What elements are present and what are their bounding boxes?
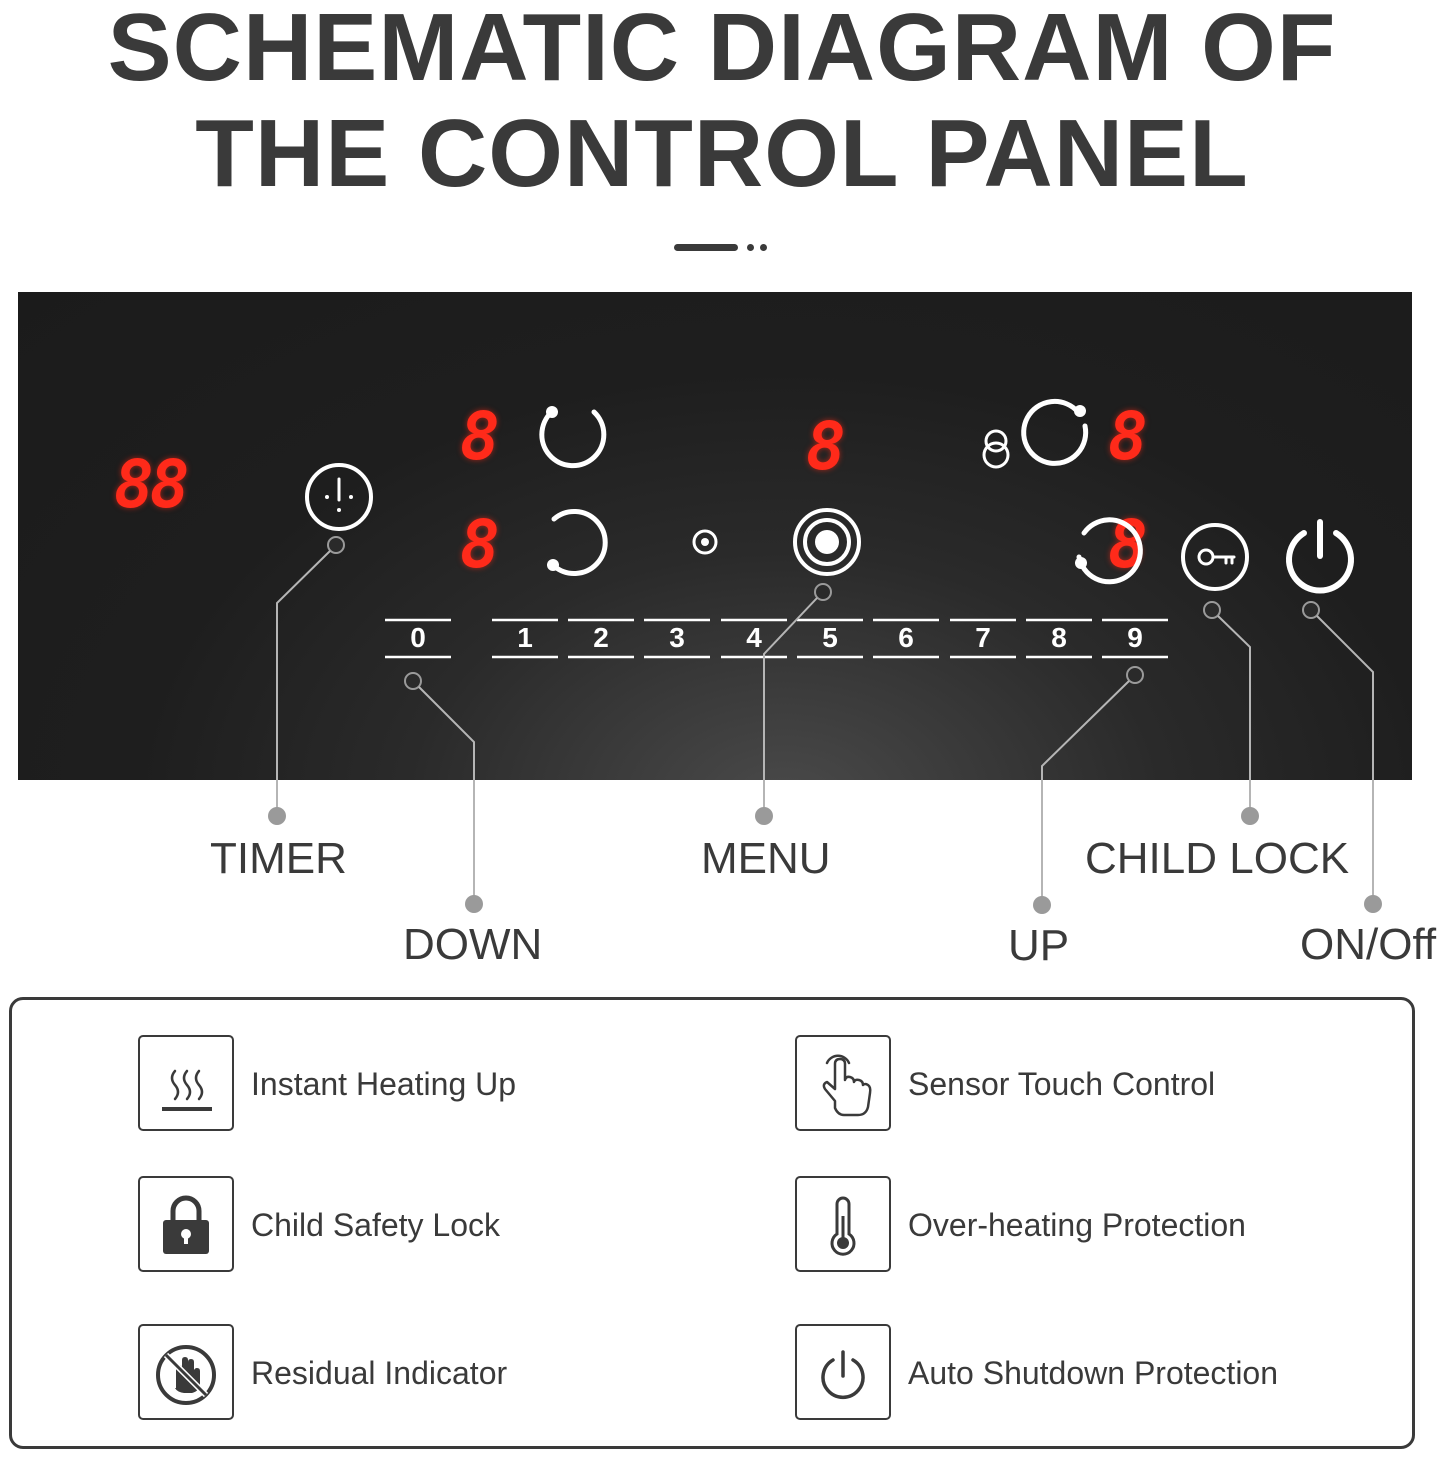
down-label: DOWN bbox=[403, 920, 543, 969]
slider-digit-3[interactable]: 3 bbox=[669, 622, 685, 653]
slider-digit-4[interactable]: 4 bbox=[746, 622, 762, 653]
slider-digit-0[interactable]: 0 bbox=[410, 622, 426, 653]
feature-instant-heating: Instant Heating Up bbox=[251, 1066, 517, 1102]
indicator-dot-icon bbox=[694, 531, 716, 553]
menu-label: MENU bbox=[701, 834, 831, 883]
zone-display-middle: 8 bbox=[806, 408, 846, 485]
feature-residual-indicator: Residual Indicator bbox=[251, 1355, 508, 1391]
power-icon bbox=[795, 1324, 891, 1420]
power-button[interactable] bbox=[1289, 522, 1351, 591]
touch-hand-icon bbox=[795, 1035, 891, 1131]
padlock-icon bbox=[138, 1176, 234, 1272]
zone-display-bottom-right: 8 bbox=[1108, 506, 1148, 583]
timer-label: TIMER bbox=[210, 834, 347, 883]
timer-display: 88 bbox=[114, 446, 186, 523]
zone-ring-bottom-right[interactable] bbox=[1075, 520, 1140, 582]
child-lock-button[interactable] bbox=[1183, 525, 1247, 589]
slider-digit-2[interactable]: 2 bbox=[593, 622, 609, 653]
zone-display-bottom-left: 8 bbox=[460, 506, 500, 583]
zone-display-top-left: 8 bbox=[460, 398, 500, 475]
thermometer-icon bbox=[795, 1176, 891, 1272]
page-title-line-2: THE CONTROL PANEL bbox=[195, 100, 1249, 207]
timer-button[interactable] bbox=[307, 465, 371, 529]
dual-zone-icon[interactable] bbox=[984, 431, 1008, 467]
zone-display-top-right: 8 bbox=[1108, 398, 1148, 475]
slider-digit-1[interactable]: 1 bbox=[517, 622, 533, 653]
slider-digit-8[interactable]: 8 bbox=[1051, 622, 1067, 653]
heat-waves-icon bbox=[138, 1035, 234, 1131]
feature-auto-shutdown: Auto Shutdown Protection bbox=[908, 1355, 1279, 1391]
zone-ring-bottom-left[interactable] bbox=[547, 512, 605, 574]
on-off-label: ON/Off bbox=[1300, 920, 1437, 969]
up-label: UP bbox=[1008, 921, 1070, 970]
zone-ring-top-right[interactable] bbox=[1024, 401, 1086, 463]
feature-sensor-touch: Sensor Touch Control bbox=[908, 1066, 1216, 1102]
menu-button[interactable] bbox=[795, 510, 859, 574]
feature-child-safety-lock: Child Safety Lock bbox=[251, 1207, 501, 1243]
slider-digit-6[interactable]: 6 bbox=[898, 622, 914, 653]
slider-digit-9[interactable]: 9 bbox=[1127, 622, 1143, 653]
slider-digit-7[interactable]: 7 bbox=[975, 622, 991, 653]
slider-digit-5[interactable]: 5 bbox=[822, 622, 838, 653]
page-title-line-1: SCHEMATIC DIAGRAM OF bbox=[107, 0, 1337, 101]
no-touch-hand-icon bbox=[138, 1324, 234, 1420]
zone-ring-top-left[interactable] bbox=[542, 406, 604, 466]
child-lock-label: CHILD LOCK bbox=[1085, 834, 1350, 883]
feature-over-heating: Over-heating Protection bbox=[908, 1207, 1246, 1243]
